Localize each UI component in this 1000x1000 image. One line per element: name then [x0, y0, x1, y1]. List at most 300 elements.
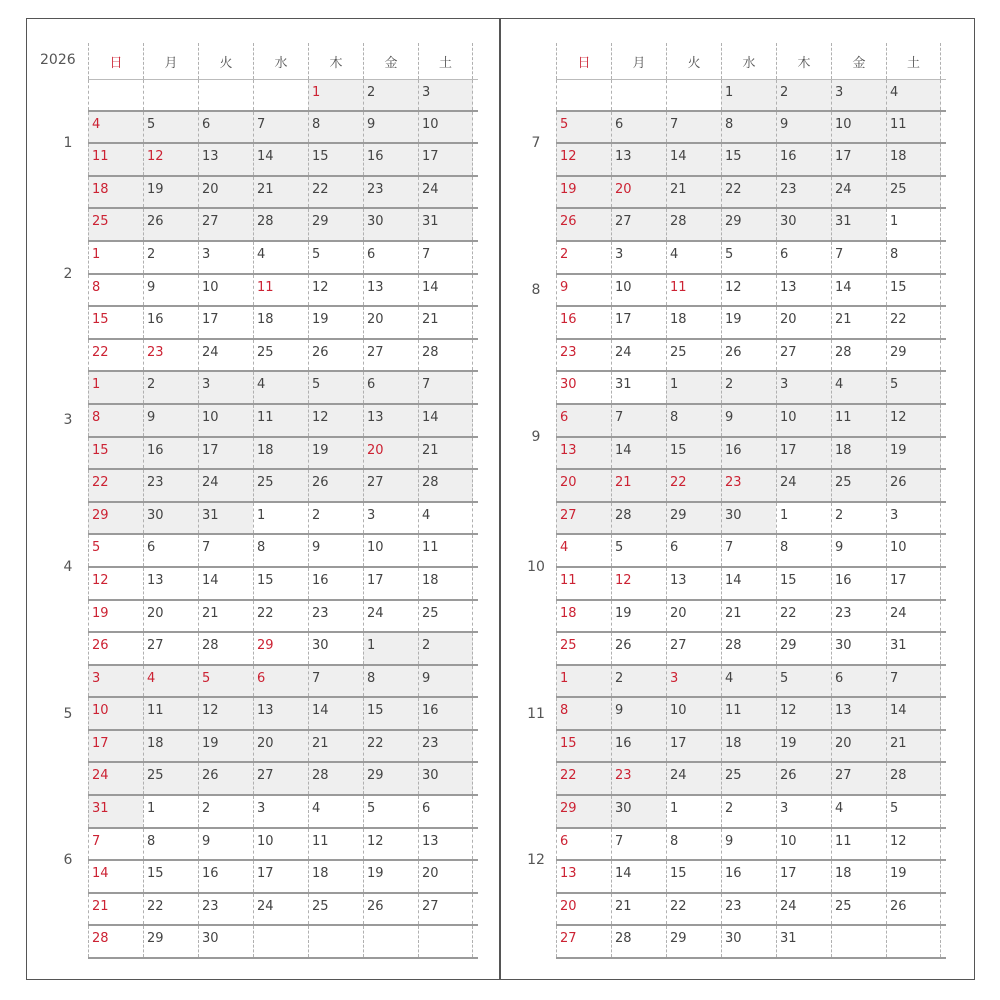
day-cell[interactable]: 7: [831, 242, 886, 273]
day-cell[interactable]: 27: [363, 340, 418, 371]
day-cell[interactable]: 11: [418, 535, 473, 566]
day-cell[interactable]: 25: [88, 209, 143, 240]
day-cell[interactable]: 12: [198, 698, 253, 729]
day-cell[interactable]: [143, 80, 198, 110]
day-cell[interactable]: 4: [418, 503, 473, 534]
day-cell[interactable]: [253, 926, 308, 957]
day-cell[interactable]: 25: [253, 340, 308, 371]
day-cell[interactable]: 25: [721, 763, 776, 794]
day-cell[interactable]: 19: [363, 861, 418, 892]
day-cell[interactable]: 3: [198, 372, 253, 403]
day-cell[interactable]: 8: [556, 698, 611, 729]
day-cell[interactable]: 29: [143, 926, 198, 957]
day-cell[interactable]: 3: [253, 796, 308, 827]
day-cell[interactable]: 20: [556, 470, 611, 501]
day-cell[interactable]: 7: [721, 535, 776, 566]
day-cell[interactable]: 30: [611, 796, 666, 827]
day-cell[interactable]: 3: [776, 796, 831, 827]
day-cell[interactable]: 24: [418, 177, 473, 208]
day-cell[interactable]: 23: [143, 470, 198, 501]
day-cell[interactable]: 6: [418, 796, 473, 827]
day-cell[interactable]: 7: [666, 112, 721, 143]
day-cell[interactable]: 12: [308, 275, 363, 306]
day-cell[interactable]: 9: [831, 535, 886, 566]
day-cell[interactable]: 9: [143, 275, 198, 306]
day-cell[interactable]: 23: [721, 894, 776, 925]
day-cell[interactable]: 17: [253, 861, 308, 892]
day-cell[interactable]: 20: [198, 177, 253, 208]
day-cell[interactable]: 6: [143, 535, 198, 566]
day-cell[interactable]: [886, 926, 941, 957]
day-cell[interactable]: 14: [253, 144, 308, 175]
day-cell[interactable]: 28: [88, 926, 143, 957]
day-cell[interactable]: 25: [886, 177, 941, 208]
day-cell[interactable]: 15: [253, 568, 308, 599]
day-cell[interactable]: 12: [721, 275, 776, 306]
day-cell[interactable]: 3: [666, 666, 721, 697]
day-cell[interactable]: 13: [143, 568, 198, 599]
day-cell[interactable]: [556, 80, 611, 110]
day-cell[interactable]: [831, 926, 886, 957]
day-cell[interactable]: 13: [253, 698, 308, 729]
day-cell[interactable]: 19: [721, 307, 776, 338]
day-cell[interactable]: 5: [308, 242, 363, 273]
day-cell[interactable]: 26: [308, 340, 363, 371]
day-cell[interactable]: 31: [88, 796, 143, 827]
day-cell[interactable]: 5: [308, 372, 363, 403]
day-cell[interactable]: 22: [721, 177, 776, 208]
day-cell[interactable]: 29: [776, 633, 831, 664]
day-cell[interactable]: 21: [611, 470, 666, 501]
day-cell[interactable]: 9: [611, 698, 666, 729]
day-cell[interactable]: 2: [363, 80, 418, 110]
day-cell[interactable]: 5: [198, 666, 253, 697]
day-cell[interactable]: 21: [721, 601, 776, 632]
day-cell[interactable]: 15: [556, 731, 611, 762]
day-cell[interactable]: 1: [666, 796, 721, 827]
day-cell[interactable]: 29: [666, 503, 721, 534]
day-cell[interactable]: 17: [776, 438, 831, 469]
day-cell[interactable]: 7: [886, 666, 941, 697]
day-cell[interactable]: 1: [886, 209, 941, 240]
day-cell[interactable]: 10: [611, 275, 666, 306]
day-cell[interactable]: 28: [418, 470, 473, 501]
day-cell[interactable]: 3: [611, 242, 666, 273]
day-cell[interactable]: 16: [363, 144, 418, 175]
day-cell[interactable]: 11: [721, 698, 776, 729]
day-cell[interactable]: 9: [198, 829, 253, 860]
day-cell[interactable]: 8: [776, 535, 831, 566]
day-cell[interactable]: 5: [721, 242, 776, 273]
day-cell[interactable]: 19: [886, 438, 941, 469]
day-cell[interactable]: 26: [363, 894, 418, 925]
day-cell[interactable]: 17: [886, 568, 941, 599]
day-cell[interactable]: 2: [611, 666, 666, 697]
day-cell[interactable]: 28: [253, 209, 308, 240]
day-cell[interactable]: 21: [198, 601, 253, 632]
day-cell[interactable]: [253, 80, 308, 110]
day-cell[interactable]: 31: [418, 209, 473, 240]
day-cell[interactable]: [418, 926, 473, 957]
day-cell[interactable]: 6: [776, 242, 831, 273]
day-cell[interactable]: 17: [418, 144, 473, 175]
day-cell[interactable]: 3: [88, 666, 143, 697]
day-cell[interactable]: 29: [721, 209, 776, 240]
day-cell[interactable]: 8: [721, 112, 776, 143]
day-cell[interactable]: 18: [831, 438, 886, 469]
day-cell[interactable]: 15: [88, 438, 143, 469]
day-cell[interactable]: 10: [363, 535, 418, 566]
day-cell[interactable]: 25: [831, 470, 886, 501]
day-cell[interactable]: 14: [831, 275, 886, 306]
day-cell[interactable]: 23: [143, 340, 198, 371]
day-cell[interactable]: 2: [556, 242, 611, 273]
day-cell[interactable]: 30: [198, 926, 253, 957]
day-cell[interactable]: 22: [308, 177, 363, 208]
day-cell[interactable]: 22: [363, 731, 418, 762]
day-cell[interactable]: 15: [886, 275, 941, 306]
day-cell[interactable]: 2: [418, 633, 473, 664]
day-cell[interactable]: 18: [666, 307, 721, 338]
day-cell[interactable]: 6: [831, 666, 886, 697]
day-cell[interactable]: 2: [308, 503, 363, 534]
day-cell[interactable]: 5: [886, 796, 941, 827]
day-cell[interactable]: 17: [88, 731, 143, 762]
day-cell[interactable]: 10: [198, 405, 253, 436]
day-cell[interactable]: 30: [721, 503, 776, 534]
day-cell[interactable]: 4: [886, 80, 941, 110]
day-cell[interactable]: 28: [886, 763, 941, 794]
day-cell[interactable]: 21: [253, 177, 308, 208]
day-cell[interactable]: 29: [886, 340, 941, 371]
day-cell[interactable]: 21: [886, 731, 941, 762]
day-cell[interactable]: 3: [831, 80, 886, 110]
day-cell[interactable]: 10: [776, 405, 831, 436]
day-cell[interactable]: 10: [253, 829, 308, 860]
day-cell[interactable]: 26: [556, 209, 611, 240]
day-cell[interactable]: 21: [418, 307, 473, 338]
day-cell[interactable]: 22: [253, 601, 308, 632]
day-cell[interactable]: 21: [418, 438, 473, 469]
day-cell[interactable]: 24: [198, 470, 253, 501]
day-cell[interactable]: 19: [308, 438, 363, 469]
day-cell[interactable]: 7: [253, 112, 308, 143]
day-cell[interactable]: 12: [88, 568, 143, 599]
day-cell[interactable]: 28: [721, 633, 776, 664]
day-cell[interactable]: 30: [556, 372, 611, 403]
day-cell[interactable]: 18: [831, 861, 886, 892]
day-cell[interactable]: 23: [308, 601, 363, 632]
day-cell[interactable]: 20: [611, 177, 666, 208]
day-cell[interactable]: 15: [143, 861, 198, 892]
day-cell[interactable]: [666, 80, 721, 110]
day-cell[interactable]: 28: [418, 340, 473, 371]
day-cell[interactable]: 28: [308, 763, 363, 794]
day-cell[interactable]: 26: [611, 633, 666, 664]
day-cell[interactable]: 9: [556, 275, 611, 306]
day-cell[interactable]: 16: [721, 438, 776, 469]
day-cell[interactable]: 30: [308, 633, 363, 664]
day-cell[interactable]: 24: [198, 340, 253, 371]
day-cell[interactable]: 11: [886, 112, 941, 143]
day-cell[interactable]: 9: [721, 405, 776, 436]
day-cell[interactable]: 13: [198, 144, 253, 175]
day-cell[interactable]: 26: [143, 209, 198, 240]
day-cell[interactable]: 22: [556, 763, 611, 794]
day-cell[interactable]: 24: [611, 340, 666, 371]
day-cell[interactable]: 12: [776, 698, 831, 729]
day-cell[interactable]: 12: [556, 144, 611, 175]
day-cell[interactable]: 10: [418, 112, 473, 143]
day-cell[interactable]: 5: [88, 535, 143, 566]
day-cell[interactable]: 8: [886, 242, 941, 273]
day-cell[interactable]: [611, 80, 666, 110]
day-cell[interactable]: 8: [308, 112, 363, 143]
day-cell[interactable]: 22: [666, 470, 721, 501]
day-cell[interactable]: 20: [556, 894, 611, 925]
day-cell[interactable]: 16: [198, 861, 253, 892]
day-cell[interactable]: 15: [666, 438, 721, 469]
day-cell[interactable]: 18: [418, 568, 473, 599]
day-cell[interactable]: 19: [308, 307, 363, 338]
day-cell[interactable]: 27: [831, 763, 886, 794]
day-cell[interactable]: 13: [831, 698, 886, 729]
day-cell[interactable]: 1: [556, 666, 611, 697]
day-cell[interactable]: 30: [363, 209, 418, 240]
day-cell[interactable]: 18: [721, 731, 776, 762]
day-cell[interactable]: 15: [776, 568, 831, 599]
day-cell[interactable]: 6: [556, 405, 611, 436]
day-cell[interactable]: 10: [886, 535, 941, 566]
day-cell[interactable]: 18: [886, 144, 941, 175]
day-cell[interactable]: 22: [886, 307, 941, 338]
day-cell[interactable]: 27: [666, 633, 721, 664]
day-cell[interactable]: 21: [88, 894, 143, 925]
day-cell[interactable]: 16: [143, 307, 198, 338]
day-cell[interactable]: 25: [666, 340, 721, 371]
day-cell[interactable]: 5: [886, 372, 941, 403]
day-cell[interactable]: 17: [198, 307, 253, 338]
day-cell[interactable]: 16: [418, 698, 473, 729]
day-cell[interactable]: 8: [88, 275, 143, 306]
day-cell[interactable]: 18: [88, 177, 143, 208]
day-cell[interactable]: 9: [308, 535, 363, 566]
day-cell[interactable]: 11: [143, 698, 198, 729]
day-cell[interactable]: 6: [363, 242, 418, 273]
day-cell[interactable]: 7: [418, 242, 473, 273]
day-cell[interactable]: 17: [198, 438, 253, 469]
day-cell[interactable]: 7: [88, 829, 143, 860]
day-cell[interactable]: [308, 926, 363, 957]
day-cell[interactable]: 27: [556, 926, 611, 957]
day-cell[interactable]: 28: [831, 340, 886, 371]
day-cell[interactable]: 21: [611, 894, 666, 925]
day-cell[interactable]: 28: [611, 503, 666, 534]
day-cell[interactable]: 24: [776, 470, 831, 501]
day-cell[interactable]: 4: [831, 372, 886, 403]
day-cell[interactable]: 7: [611, 405, 666, 436]
day-cell[interactable]: 1: [88, 372, 143, 403]
day-cell[interactable]: 2: [776, 80, 831, 110]
day-cell[interactable]: 10: [776, 829, 831, 860]
day-cell[interactable]: 29: [308, 209, 363, 240]
day-cell[interactable]: 1: [253, 503, 308, 534]
day-cell[interactable]: 17: [831, 144, 886, 175]
day-cell[interactable]: 24: [886, 601, 941, 632]
day-cell[interactable]: 28: [198, 633, 253, 664]
day-cell[interactable]: 12: [611, 568, 666, 599]
day-cell[interactable]: 27: [611, 209, 666, 240]
day-cell[interactable]: 20: [666, 601, 721, 632]
day-cell[interactable]: 30: [418, 763, 473, 794]
day-cell[interactable]: 8: [143, 829, 198, 860]
day-cell[interactable]: 6: [363, 372, 418, 403]
day-cell[interactable]: 27: [253, 763, 308, 794]
day-cell[interactable]: 19: [198, 731, 253, 762]
day-cell[interactable]: 1: [666, 372, 721, 403]
day-cell[interactable]: 2: [721, 796, 776, 827]
day-cell[interactable]: 14: [611, 861, 666, 892]
day-cell[interactable]: 25: [831, 894, 886, 925]
day-cell[interactable]: 23: [556, 340, 611, 371]
day-cell[interactable]: 8: [88, 405, 143, 436]
day-cell[interactable]: 19: [611, 601, 666, 632]
day-cell[interactable]: 9: [363, 112, 418, 143]
day-cell[interactable]: 26: [88, 633, 143, 664]
day-cell[interactable]: 8: [666, 829, 721, 860]
day-cell[interactable]: 26: [776, 763, 831, 794]
day-cell[interactable]: 21: [831, 307, 886, 338]
day-cell[interactable]: 6: [556, 829, 611, 860]
day-cell[interactable]: 10: [666, 698, 721, 729]
day-cell[interactable]: 5: [611, 535, 666, 566]
day-cell[interactable]: 20: [776, 307, 831, 338]
day-cell[interactable]: 19: [143, 177, 198, 208]
day-cell[interactable]: 23: [363, 177, 418, 208]
day-cell[interactable]: 18: [143, 731, 198, 762]
day-cell[interactable]: [88, 80, 143, 110]
day-cell[interactable]: 14: [418, 275, 473, 306]
day-cell[interactable]: 24: [831, 177, 886, 208]
day-cell[interactable]: 30: [776, 209, 831, 240]
day-cell[interactable]: 14: [198, 568, 253, 599]
day-cell[interactable]: 2: [198, 796, 253, 827]
day-cell[interactable]: 18: [308, 861, 363, 892]
day-cell[interactable]: 13: [776, 275, 831, 306]
day-cell[interactable]: 13: [666, 568, 721, 599]
day-cell[interactable]: 30: [721, 926, 776, 957]
day-cell[interactable]: 1: [721, 80, 776, 110]
day-cell[interactable]: 18: [253, 307, 308, 338]
day-cell[interactable]: 1: [776, 503, 831, 534]
day-cell[interactable]: 4: [143, 666, 198, 697]
day-cell[interactable]: 16: [143, 438, 198, 469]
day-cell[interactable]: 16: [611, 731, 666, 762]
day-cell[interactable]: 29: [363, 763, 418, 794]
day-cell[interactable]: 29: [253, 633, 308, 664]
day-cell[interactable]: 14: [611, 438, 666, 469]
day-cell[interactable]: 17: [776, 861, 831, 892]
day-cell[interactable]: 26: [198, 763, 253, 794]
day-cell[interactable]: 7: [418, 372, 473, 403]
day-cell[interactable]: 29: [88, 503, 143, 534]
day-cell[interactable]: 6: [198, 112, 253, 143]
day-cell[interactable]: 20: [418, 861, 473, 892]
day-cell[interactable]: 12: [363, 829, 418, 860]
day-cell[interactable]: 23: [831, 601, 886, 632]
day-cell[interactable]: 4: [88, 112, 143, 143]
day-cell[interactable]: 14: [88, 861, 143, 892]
day-cell[interactable]: 30: [143, 503, 198, 534]
day-cell[interactable]: 4: [308, 796, 363, 827]
day-cell[interactable]: 18: [253, 438, 308, 469]
day-cell[interactable]: 23: [198, 894, 253, 925]
day-cell[interactable]: 31: [886, 633, 941, 664]
day-cell[interactable]: 17: [666, 731, 721, 762]
day-cell[interactable]: 6: [253, 666, 308, 697]
day-cell[interactable]: 27: [198, 209, 253, 240]
day-cell[interactable]: 25: [143, 763, 198, 794]
day-cell[interactable]: 16: [776, 144, 831, 175]
day-cell[interactable]: 20: [253, 731, 308, 762]
day-cell[interactable]: 11: [556, 568, 611, 599]
day-cell[interactable]: 15: [666, 861, 721, 892]
day-cell[interactable]: 31: [611, 372, 666, 403]
day-cell[interactable]: 2: [143, 372, 198, 403]
day-cell[interactable]: 22: [88, 340, 143, 371]
day-cell[interactable]: 27: [143, 633, 198, 664]
day-cell[interactable]: 12: [886, 405, 941, 436]
day-cell[interactable]: 5: [143, 112, 198, 143]
day-cell[interactable]: 4: [253, 372, 308, 403]
day-cell[interactable]: 3: [363, 503, 418, 534]
day-cell[interactable]: 23: [611, 763, 666, 794]
day-cell[interactable]: 19: [776, 731, 831, 762]
day-cell[interactable]: 7: [611, 829, 666, 860]
day-cell[interactable]: 10: [88, 698, 143, 729]
day-cell[interactable]: 15: [363, 698, 418, 729]
day-cell[interactable]: 25: [556, 633, 611, 664]
day-cell[interactable]: 22: [776, 601, 831, 632]
day-cell[interactable]: 26: [886, 470, 941, 501]
day-cell[interactable]: 13: [363, 405, 418, 436]
day-cell[interactable]: 26: [721, 340, 776, 371]
day-cell[interactable]: 6: [611, 112, 666, 143]
day-cell[interactable]: 4: [831, 796, 886, 827]
day-cell[interactable]: 23: [721, 470, 776, 501]
day-cell[interactable]: 14: [886, 698, 941, 729]
day-cell[interactable]: 9: [721, 829, 776, 860]
day-cell[interactable]: 12: [143, 144, 198, 175]
day-cell[interactable]: 11: [308, 829, 363, 860]
day-cell[interactable]: 19: [88, 601, 143, 632]
day-cell[interactable]: 1: [363, 633, 418, 664]
day-cell[interactable]: 22: [88, 470, 143, 501]
day-cell[interactable]: 21: [666, 177, 721, 208]
day-cell[interactable]: 15: [88, 307, 143, 338]
day-cell[interactable]: 17: [363, 568, 418, 599]
day-cell[interactable]: 8: [253, 535, 308, 566]
day-cell[interactable]: 27: [776, 340, 831, 371]
day-cell[interactable]: 11: [253, 405, 308, 436]
day-cell[interactable]: 11: [666, 275, 721, 306]
day-cell[interactable]: 1: [143, 796, 198, 827]
day-cell[interactable]: 15: [721, 144, 776, 175]
day-cell[interactable]: 23: [418, 731, 473, 762]
day-cell[interactable]: 5: [556, 112, 611, 143]
day-cell[interactable]: 13: [556, 438, 611, 469]
day-cell[interactable]: 16: [831, 568, 886, 599]
